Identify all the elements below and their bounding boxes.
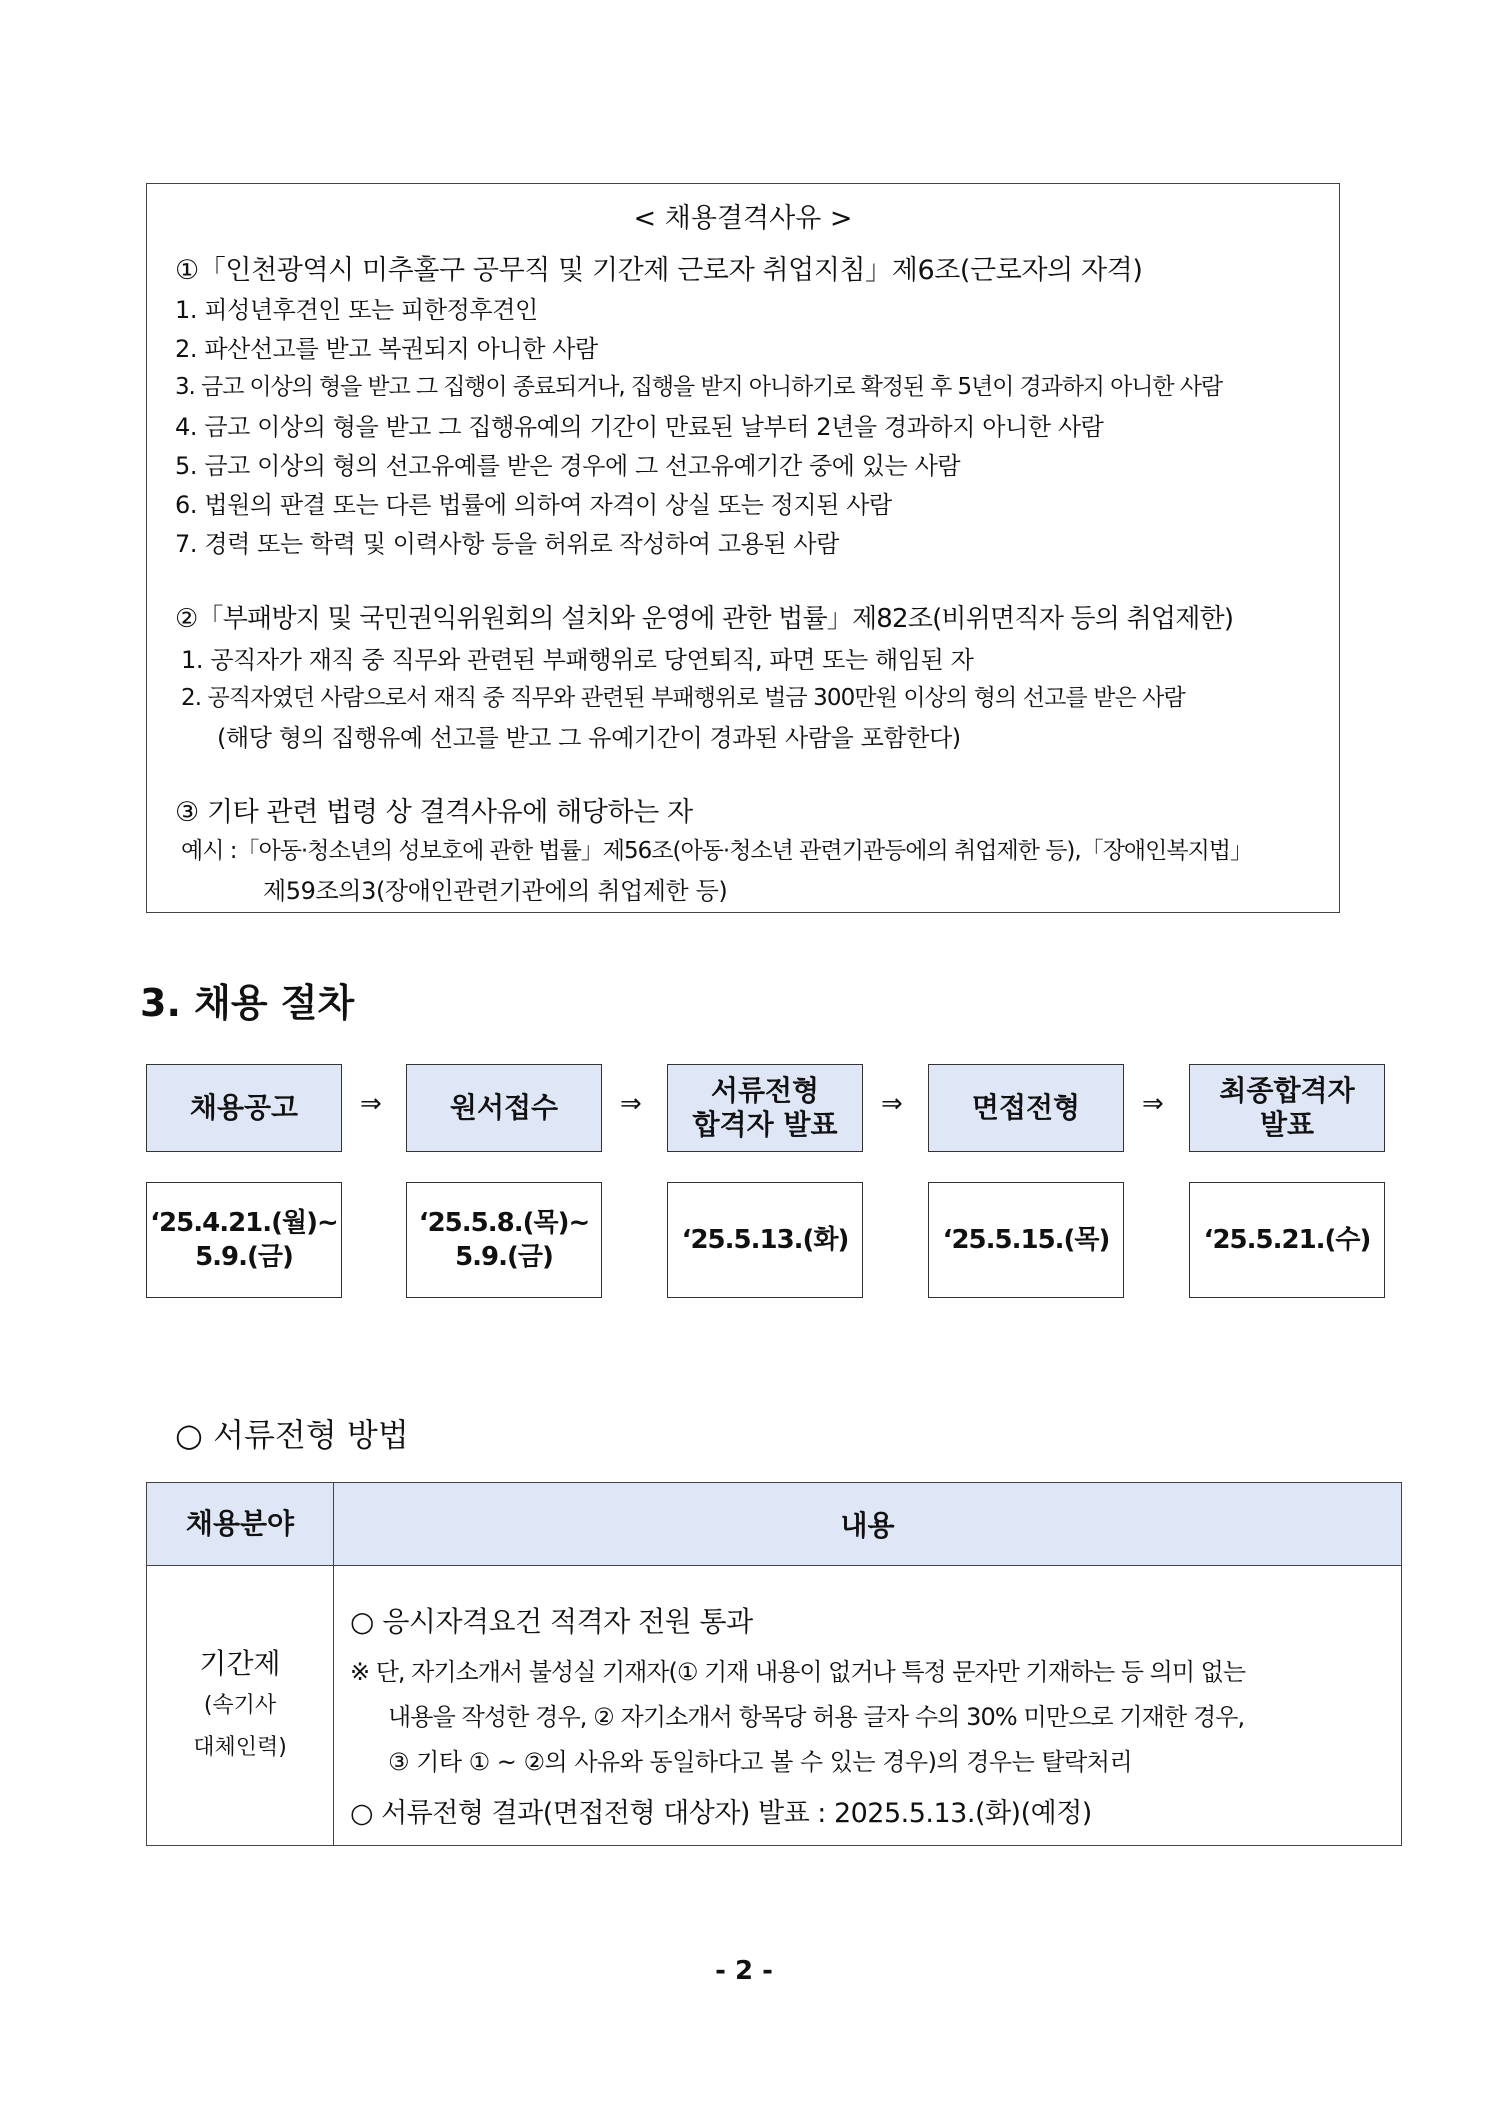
section-title: 3. 채용 절차 — [140, 981, 355, 1025]
section1-item: 5. 금고 이상의 형의 선고유예를 받은 경우에 그 선고유예기간 중에 있는 사람 — [175, 452, 961, 480]
section3-example: 예시 :「아동·청소년의 성보호에 관한 법률」제56조(아동·청소년 관련기관등에의 취업제한 등),「장애인복지법」 — [181, 838, 1253, 864]
arrow-icon: ⇒ — [881, 1089, 903, 1119]
section2-item: 2. 공직자였던 사람으로서 재직 중 직무와 관련된 부패행위로 벌금 300만원 이상의 형의 선고를 받은 사람 — [181, 685, 1185, 711]
disqualification-box — [146, 183, 1340, 913]
section1-item: 6. 법원의 판결 또는 다른 법률에 의하여 자격이 상실 또는 정지된 사람 — [175, 491, 892, 519]
column-header-field: 채용분야 — [147, 1483, 334, 1566]
step-application: 원서접수 — [406, 1064, 602, 1152]
screening-heading: ○ 서류전형 방법 — [175, 1416, 409, 1454]
step-final-result: 최종합격자 발표 — [1189, 1064, 1385, 1152]
section1-item: 2. 파산선고를 받고 복권되지 아니한 사람 — [175, 335, 598, 363]
content-line: ③ 기타 ① ~ ②의 사유와 동일하다고 볼 수 있는 경우)의 경우는 탈락처리 — [388, 1747, 1133, 1776]
field-note: (속기사 — [203, 1692, 277, 1718]
content-line: ※ 단, 자기소개서 불성실 기재자(① 기재 내용이 없거나 특정 문자만 기재하는 등 의미 없는 — [350, 1657, 1246, 1686]
step-announcement: 채용공고 — [146, 1064, 342, 1152]
section1-item: 1. 피성년후견인 또는 피한정후견인 — [175, 296, 538, 324]
column-header-content: 내용 — [334, 1483, 1402, 1566]
content-line: ○ 응시자격요건 적격자 전원 통과 — [350, 1604, 753, 1638]
section1-heading: ①「인천광역시 미추홀구 공무직 및 기간제 근로자 취업지침」제6조(근로자의 자격) — [175, 255, 1143, 286]
arrow-icon: ⇒ — [620, 1089, 642, 1119]
section2-item: 1. 공직자가 재직 중 직무와 관련된 부패행위로 당연퇴직, 파면 또는 해임된 자 — [181, 646, 974, 674]
section3-heading: ③ 기타 관련 법령 상 결격사유에 해당하는 자 — [175, 797, 693, 828]
section2-heading: ②「부패방지 및 국민권익위원회의 설치와 운영에 관한 법률」제82조(비위면직자 등의 취업제한) — [175, 604, 1234, 634]
page-number: - 2 - — [715, 1956, 773, 1986]
field-cell — [147, 1566, 334, 1846]
date-final-result: ‘25.5.21.(수) — [1189, 1182, 1385, 1298]
step-document-result: 서류전형 합격자 발표 — [667, 1064, 863, 1152]
date-interview: ‘25.5.15.(목) — [928, 1182, 1124, 1298]
step-interview: 면접전형 — [928, 1064, 1124, 1152]
content-cell — [334, 1566, 1402, 1846]
date-document-result: ‘25.5.13.(화) — [667, 1182, 863, 1298]
arrow-icon: ⇒ — [360, 1089, 382, 1119]
field-note: 대체인력) — [193, 1734, 287, 1760]
section3-example: 제59조의3(장애인관련기관에의 취업제한 등) — [263, 877, 728, 905]
content-line: 내용을 작성한 경우, ② 자기소개서 항목당 허용 글자 수의 30% 미만으로 기재한 경우, — [388, 1702, 1245, 1731]
section1-item: 4. 금고 이상의 형을 받고 그 집행유예의 기간이 만료된 날부터 2년을 경과하지 아니한 사람 — [175, 413, 1104, 441]
arrow-icon: ⇒ — [1142, 1089, 1164, 1119]
section1-item: 7. 경력 또는 학력 및 이력사항 등을 허위로 작성하여 고용된 사람 — [175, 530, 839, 558]
screening-table — [146, 1482, 1402, 1846]
table-row — [147, 1566, 1402, 1846]
content-line: ○ 서류전형 결과(면접전형 대상자) 발표 : 2025.5.13.(화)(예정) — [350, 1797, 1092, 1829]
field-name: 기간제 — [199, 1646, 281, 1680]
date-announcement: ‘25.4.21.(월)~ 5.9.(금) — [146, 1182, 342, 1298]
section1-item: 3. 금고 이상의 형을 받고 그 집행이 종료되거나, 집행을 받지 아니하기로 확정된 후 5년이 경과하지 아니한 사람 — [175, 374, 1222, 400]
date-application: ‘25.5.8.(목)~ 5.9.(금) — [406, 1182, 602, 1298]
disqualification-title: < 채용결격사유 > — [633, 203, 853, 234]
section2-item: (해당 형의 집행유예 선고를 받고 그 유예기간이 경과된 사람을 포함한다) — [217, 724, 961, 752]
